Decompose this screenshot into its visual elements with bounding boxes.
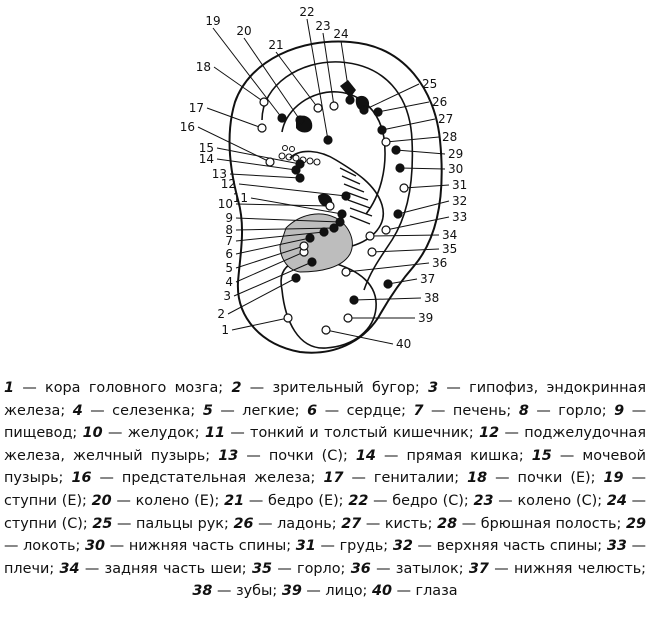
legend-item-11 xyxy=(205,425,474,441)
legend-number: 3 xyxy=(428,380,439,396)
legend-number: 25 xyxy=(92,515,113,532)
callout-label-25: 25 xyxy=(422,77,438,91)
callout-label-34: 34 xyxy=(442,228,458,242)
callout-label-31: 31 xyxy=(452,178,468,192)
legend-text: — селезенка; xyxy=(82,402,196,419)
ear-lobule xyxy=(281,259,376,348)
reflex-point-31 xyxy=(400,184,408,192)
reflex-point-3 xyxy=(308,258,316,266)
reflex-point-21 xyxy=(314,104,322,112)
legend-item-40 xyxy=(372,583,458,599)
callout-label-3: 3 xyxy=(223,289,231,303)
callout-label-29: 29 xyxy=(448,147,464,161)
leader-line-30 xyxy=(400,168,445,169)
reflex-point-5 xyxy=(300,242,308,250)
callout-label-24: 24 xyxy=(333,27,349,41)
legend-text: — глаза xyxy=(392,583,458,600)
legend-text: — колено (С); xyxy=(493,492,603,509)
legend-item-2 xyxy=(231,380,419,396)
legend-number: 7 xyxy=(413,402,424,419)
legend-text: — печень; xyxy=(423,402,512,419)
legend-number: 5 xyxy=(202,402,213,419)
legend-number: 38 xyxy=(192,583,213,600)
legend-text: — гипофиз, эндокринная железа; xyxy=(4,380,646,419)
legend-item-14 xyxy=(356,448,524,464)
legend-text: — предстательная железа; xyxy=(91,470,316,487)
legend-item-7 xyxy=(413,403,511,419)
leader-line-1 xyxy=(232,318,288,330)
callout-label-22: 22 xyxy=(299,5,315,19)
leader-line-38 xyxy=(354,298,421,300)
legend-number: 23 xyxy=(473,492,494,509)
legend-item-8 xyxy=(519,403,607,419)
leader-line-17 xyxy=(207,108,262,128)
legend-number: 29 xyxy=(625,515,646,532)
legend-text: — затылок; xyxy=(370,560,464,577)
reflex-point-33 xyxy=(382,226,390,234)
legend-number: 14 xyxy=(355,447,376,464)
reflex-point-15 xyxy=(296,160,304,168)
legend-text: — горло; xyxy=(272,560,346,577)
legend-text: — почки (Е); xyxy=(487,470,596,487)
reflex-point-25 xyxy=(360,106,368,114)
legend-text: — плечи; xyxy=(4,538,646,577)
legend-text: — колено (Е); xyxy=(111,492,220,509)
leader-line-27 xyxy=(382,119,435,130)
legend-item-23 xyxy=(474,493,603,509)
legend-item-26 xyxy=(233,516,336,532)
reflex-point-13 xyxy=(296,174,304,182)
legend-number: 4 xyxy=(72,402,83,419)
callout-label-33: 33 xyxy=(452,210,468,224)
legend-item-18 xyxy=(467,470,595,486)
legend-text: — почки (С); xyxy=(238,447,348,464)
legend-number: 12 xyxy=(479,425,500,442)
reflex-point-6 xyxy=(306,234,314,242)
legend-number: 31 xyxy=(295,538,316,555)
legend-text: — пищевод; xyxy=(4,402,647,442)
legend-number: 36 xyxy=(350,560,371,577)
legend-number: 28 xyxy=(437,515,458,532)
legend-item-38 xyxy=(192,583,277,599)
legend-number: 19 xyxy=(603,470,624,487)
reflex-point-38 xyxy=(350,296,358,304)
callout-label-23: 23 xyxy=(315,19,331,33)
reflex-point-27 xyxy=(378,126,386,134)
leader-line-29 xyxy=(396,150,445,154)
legend-text: — кисть; xyxy=(361,515,433,532)
leader-line-35 xyxy=(372,249,439,252)
legend-number: 35 xyxy=(252,560,273,577)
legend-item-17 xyxy=(323,470,459,486)
legend-number: 24 xyxy=(606,492,627,509)
reflex-point-22 xyxy=(324,136,332,144)
reflex-points xyxy=(258,96,408,334)
reflex-point-32 xyxy=(394,210,402,218)
legend-item-6 xyxy=(307,403,406,419)
legend-text: — бедро (Е); xyxy=(244,492,344,509)
callout-label-36: 36 xyxy=(432,256,448,270)
legend-text: — желудок; xyxy=(102,425,200,442)
callout-label-32: 32 xyxy=(452,194,468,208)
legend-item-27 xyxy=(341,516,432,532)
reflex-point-24 xyxy=(346,96,354,104)
callout-label-20: 20 xyxy=(236,24,252,38)
reflex-point-1 xyxy=(284,314,292,322)
legend-item-22 xyxy=(348,493,468,509)
callout-label-37: 37 xyxy=(420,272,436,286)
reflex-point-39 xyxy=(344,314,352,322)
legend-number: 37 xyxy=(468,560,489,577)
legend-text: — грудь; xyxy=(315,538,389,555)
callout-label-30: 30 xyxy=(448,162,464,176)
legend-number: 33 xyxy=(606,538,627,555)
legend-text: — гениталии; xyxy=(343,470,460,487)
legend-number: 6 xyxy=(307,402,318,419)
legend-item-36 xyxy=(351,561,464,577)
legend-item-32 xyxy=(393,538,602,554)
legend-text: — нижняя челюсть; xyxy=(488,560,647,577)
legend-number: 20 xyxy=(91,492,112,509)
leader-line-25 xyxy=(364,84,419,110)
reflex-point-29 xyxy=(392,146,400,154)
legend-text: — сердце; xyxy=(317,402,406,419)
callout-label-16: 16 xyxy=(179,120,195,134)
legend-text: — верхняя часть спины; xyxy=(412,538,603,555)
legend-text: — тонкий и толстый кишечник; xyxy=(224,425,474,442)
callout-label-13: 13 xyxy=(211,167,227,181)
legend-item-30 xyxy=(85,538,291,554)
legend-number: 40 xyxy=(371,583,392,600)
reflex-point-37 xyxy=(384,280,392,288)
reflex-point-36 xyxy=(342,268,350,276)
legend-text: — поджелудочная железа, желчный пузырь; xyxy=(4,425,647,464)
legend-text: — ступни (Е); xyxy=(4,470,646,509)
callout-label-7: 7 xyxy=(225,234,233,248)
reflex-point-23 xyxy=(330,102,338,110)
callout-label-28: 28 xyxy=(442,130,458,144)
leader-line-12 xyxy=(239,184,346,196)
callout-label-5: 5 xyxy=(225,261,233,275)
callout-label-6: 6 xyxy=(225,247,233,261)
reflex-point-7 xyxy=(320,228,328,236)
legend-text: — нижняя часть спины; xyxy=(105,538,292,555)
legend-text: — бедро (С); xyxy=(368,492,469,509)
legend-item-1 xyxy=(4,380,223,396)
legend-item-16 xyxy=(71,470,315,486)
legend-item-21 xyxy=(224,493,343,509)
callout-label-35: 35 xyxy=(442,242,458,256)
callout-label-11: 11 xyxy=(232,191,248,205)
legend-number: 16 xyxy=(71,470,92,487)
legend-text: — задняя часть шеи; xyxy=(79,560,247,577)
leader-line-40 xyxy=(326,330,393,344)
callout-label-1: 1 xyxy=(221,323,229,337)
legend-number: 39 xyxy=(281,583,302,600)
legend-item-4 xyxy=(73,403,196,419)
legend-number: 9 xyxy=(614,402,625,419)
legend-item-28 xyxy=(437,516,621,532)
legend-text: — брюшная полость; xyxy=(457,515,622,532)
reflex-point-19 xyxy=(278,114,286,122)
legend-text: — зрительный бугор; xyxy=(241,380,420,396)
callout-label-27: 27 xyxy=(438,112,454,126)
legend-number: 2 xyxy=(231,380,242,396)
callout-label-14: 14 xyxy=(198,152,214,166)
legend xyxy=(4,377,646,603)
legend-text: — легкие; xyxy=(212,402,300,419)
reflex-point-28 xyxy=(382,138,390,146)
legend-number: 21 xyxy=(224,492,245,509)
callout-label-15: 15 xyxy=(198,141,214,155)
reflex-point-34 xyxy=(366,232,374,240)
legend-number: 1 xyxy=(4,380,15,396)
reflex-point-2 xyxy=(292,274,300,282)
callout-label-26: 26 xyxy=(432,95,448,109)
reflex-point-20 xyxy=(296,116,304,124)
legend-number: 30 xyxy=(85,538,106,555)
legend-number: 34 xyxy=(59,560,80,577)
legend-item-5 xyxy=(203,403,300,419)
callout-label-10: 10 xyxy=(217,197,233,211)
reflex-point-26 xyxy=(374,108,382,116)
legend-item-34 xyxy=(60,561,247,577)
callout-labels xyxy=(180,5,468,351)
legend-item-20 xyxy=(92,493,220,509)
callout-label-21: 21 xyxy=(268,38,284,52)
legend-item-13 xyxy=(218,448,348,464)
leader-line-13 xyxy=(230,174,300,178)
legend-text: — зубы; xyxy=(212,583,278,600)
callout-label-4: 4 xyxy=(225,275,233,289)
legend-number: 13 xyxy=(218,447,239,464)
reflex-point-11 xyxy=(338,210,346,218)
legend-text: — прямая кишка; xyxy=(375,447,524,464)
legend-text: — горло; xyxy=(528,402,607,419)
reflex-point-12 xyxy=(342,192,350,200)
reflex-point-40 xyxy=(322,326,330,334)
reflex-point-9 xyxy=(336,218,344,226)
legend-text: — пальцы рук; xyxy=(112,515,229,532)
leader-line-36 xyxy=(346,263,429,272)
reflex-point-30 xyxy=(396,164,404,172)
legend-number: 15 xyxy=(531,447,552,464)
legend-number: 18 xyxy=(467,470,488,487)
legend-item-35 xyxy=(252,561,345,577)
legend-number: 27 xyxy=(341,515,362,532)
legend-number: 32 xyxy=(392,538,413,555)
leader-line-34 xyxy=(370,235,439,236)
callout-label-18: 18 xyxy=(195,60,211,74)
legend-item-10 xyxy=(83,425,200,441)
legend-text: — локоть; xyxy=(4,538,81,555)
legend-item-31 xyxy=(296,538,388,554)
legend-text: — лицо; xyxy=(301,583,368,600)
legend-text: — ладонь; xyxy=(253,515,337,532)
callout-label-19: 19 xyxy=(205,14,221,28)
legend-number: 17 xyxy=(323,470,344,487)
leader-line-33 xyxy=(386,217,449,230)
callout-label-8: 8 xyxy=(225,223,233,237)
legend-text: — мочевой пузырь; xyxy=(4,447,647,487)
legend-number: 8 xyxy=(518,402,529,419)
leader-line-10 xyxy=(236,204,330,206)
legend-item-39 xyxy=(282,583,368,599)
legend-text: — ступни (С); xyxy=(4,492,647,532)
callout-label-38: 38 xyxy=(424,291,440,305)
reflex-point-10 xyxy=(326,202,334,210)
reflex-point-16 xyxy=(266,158,274,166)
leader-line-23 xyxy=(323,33,334,106)
legend-text: — кора головного мозга; xyxy=(14,380,224,396)
callout-label-12: 12 xyxy=(220,177,236,191)
reflex-point-18 xyxy=(260,98,268,106)
legend-number: 10 xyxy=(82,425,103,442)
reflex-point-17 xyxy=(258,124,266,132)
callout-label-39: 39 xyxy=(418,311,434,325)
callout-label-40: 40 xyxy=(396,337,412,351)
callout-label-9: 9 xyxy=(225,211,233,225)
legend-number: 11 xyxy=(204,425,225,442)
legend-item-25 xyxy=(92,516,229,532)
callout-label-2: 2 xyxy=(217,307,225,321)
callout-label-17: 17 xyxy=(188,101,204,115)
legend-item-37 xyxy=(469,561,646,577)
legend-number: 26 xyxy=(233,515,254,532)
legend-number: 22 xyxy=(348,492,369,509)
reflex-point-35 xyxy=(368,248,376,256)
